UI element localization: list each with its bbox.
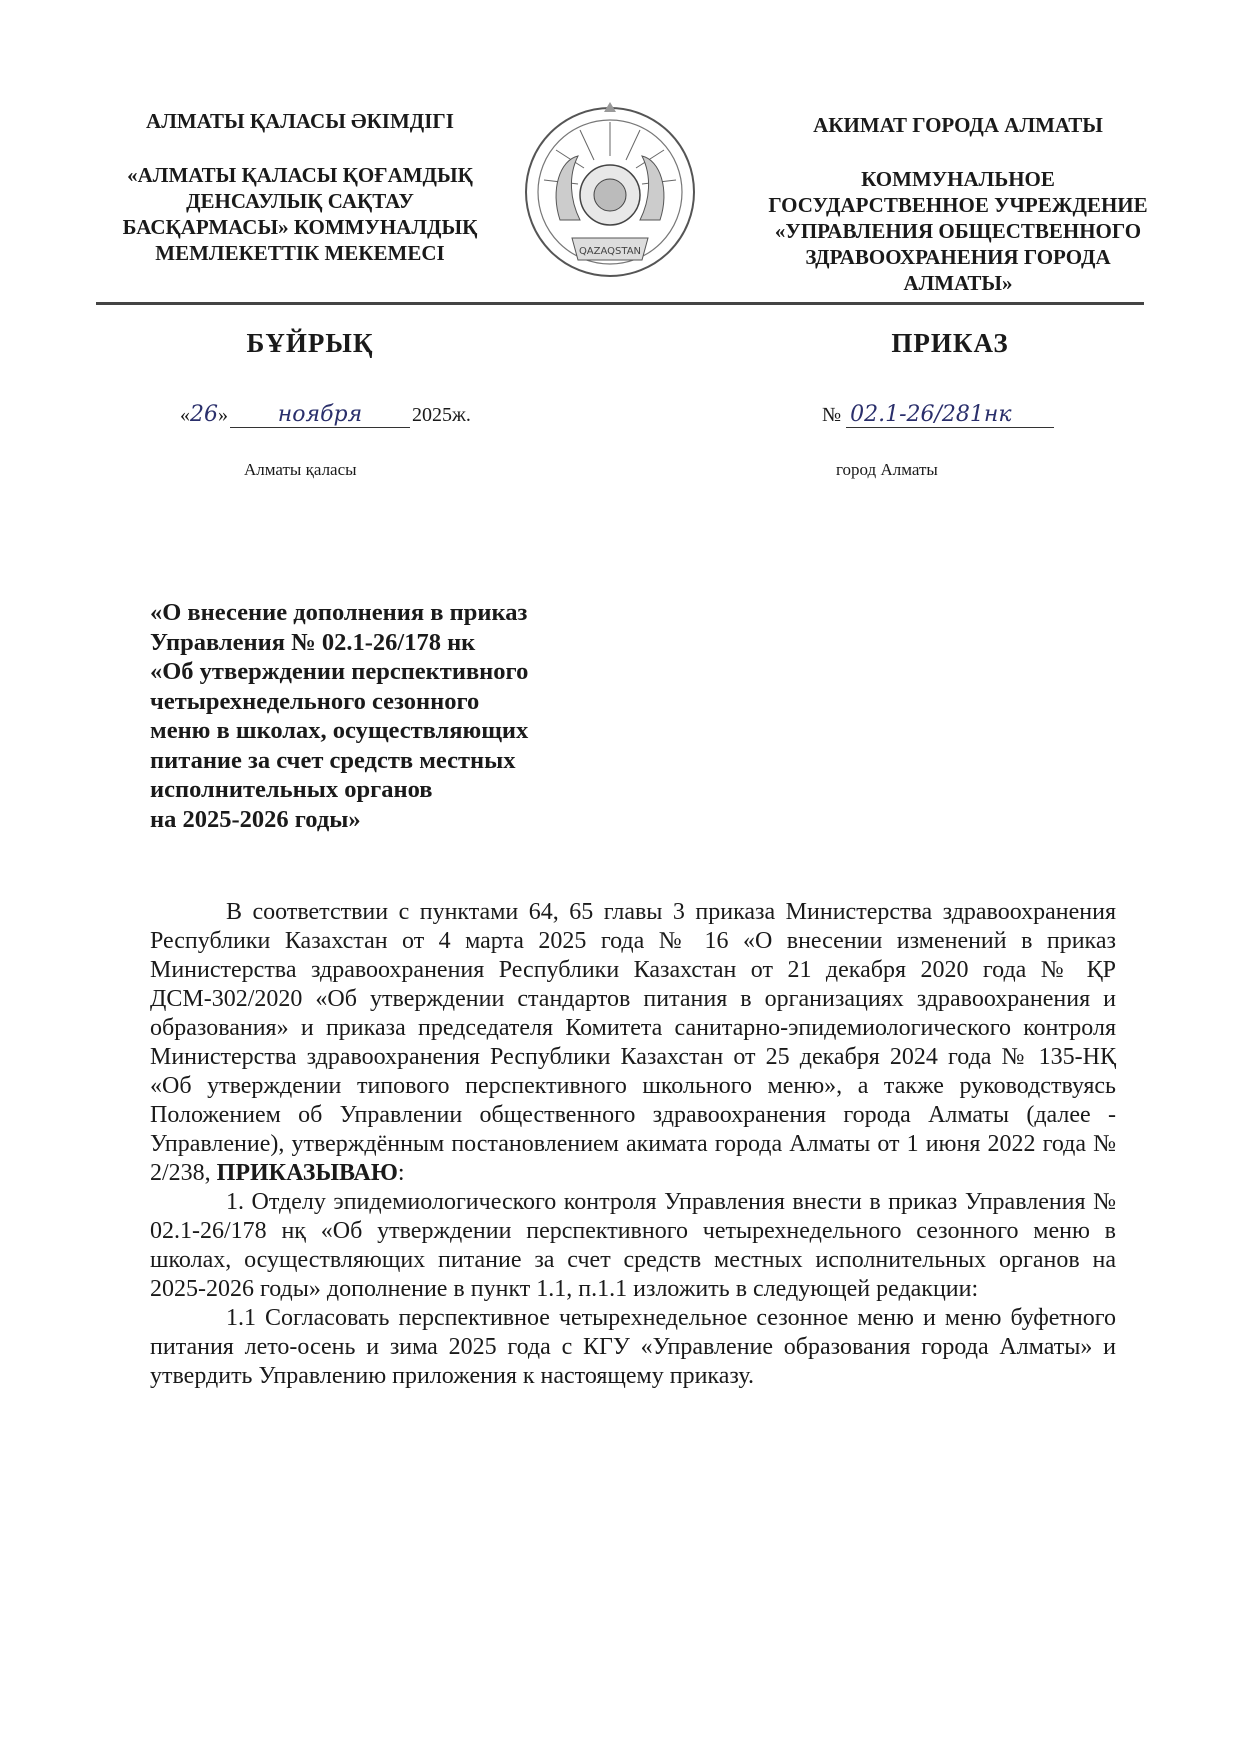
date-month: ноября <box>277 402 363 427</box>
left-organization-name <box>100 162 500 266</box>
order-date <box>180 402 471 428</box>
right-org-line: КОММУНАЛЬНОЕ <box>861 167 1055 191</box>
order-word: ПРИКАЗЫВАЮ <box>216 1160 398 1186</box>
title-line: питание за счет средств местных <box>150 746 516 774</box>
right-org-line: ГОСУДАРСТВЕННОЕ УЧРЕЖДЕНИЕ <box>768 193 1148 217</box>
title-line: меню в школах, осуществляющих <box>150 717 529 744</box>
right-org-line: ЗДРАВООХРАНЕНИЯ ГОРОДА <box>805 245 1111 269</box>
state-emblem-icon <box>520 100 700 290</box>
title-line: Управления № 02.1-26/178 нк <box>150 628 476 656</box>
right-org-line: АЛМАТЫ» <box>903 271 1013 295</box>
left-org-line: БАСҚАРМАСЫ» КОММУНАЛДЫҚ <box>122 215 478 239</box>
title-line: «О внесение дополнения в приказ <box>150 599 528 626</box>
item-1-1-paragraph: 1.1 Согласовать перспективное четырехнедельное сезонное меню и меню буфетного питания лето-осень и зима 2025 года с КГУ «Управление образования города Алматы» и утвердить Управлению приложения к настоящему приказу. <box>150 1305 1116 1389</box>
preamble-paragraph <box>150 898 1116 1188</box>
left-org-line: МЕМЛЕКЕТТІК МЕКЕМЕСІ <box>155 241 445 265</box>
svg-text:QAZAQSTAN: QAZAQSTAN <box>578 246 642 257</box>
city-kz: Алматы қаласы <box>244 460 357 479</box>
header-left-block <box>100 108 500 266</box>
number-prefix: № <box>822 404 842 426</box>
order-body <box>150 898 1116 1391</box>
left-org-line: «АЛМАТЫ ҚАЛАСЫ ҚОҒАМДЫҚ <box>127 163 473 187</box>
title-line: исполнительных органов <box>150 776 433 803</box>
order-title <box>150 598 630 834</box>
header-right-block <box>748 112 1168 296</box>
title-line: четырехнедельного сезонного <box>150 687 480 715</box>
header-divider <box>96 302 1144 305</box>
order-colon: : <box>397 1160 405 1186</box>
number-value: 02.1-26/281нк <box>846 402 1054 428</box>
date-day: 26 <box>190 402 218 427</box>
right-organization-name <box>748 166 1168 296</box>
doc-type-kz: БҰЙРЫҚ <box>246 328 374 358</box>
item-1-paragraph: 1. Отделу эпидемиологического контроля Управления внести в приказ Управления № 02.1-26/178 нқ «Об утверждении перспективного четырехнедельного сезонного меню в школах, осуществляющих питание за счет средств местных исполнительных органов на 2025-2026 годы» дополнение в пункт 1.1, п.1.1 изложить в следующей редакции: <box>150 1189 1116 1302</box>
date-year: 2025ж. <box>412 404 471 426</box>
order-number <box>822 402 1054 428</box>
preamble-text: В соответствии с пунктами 64, 65 главы 3 приказа Министерства здравоохранения Республики Казахстан от 4 марта 2025 года № 16 «О внесении изменений в приказ Министерства здравоохранения Республики Казахстан от 21 декабря 2020 года № ҚР ДСМ-302/2020 «Об утверждении стандартов питания в организациях здравоохранения и образования» и приказа председателя Комитета санитарно-эпидемиологического контроля Министерства здравоохранения Республики Казахстан от 25 декабря 2024 года № 135-НҚ «Об утверждении типового перспективного школьного меню», а также руководствуясь Положением об Управлении общественного здравоохранения города Алматы (далее - Управление), утверждённым постановлением акимата города Алматы от 1 июня 2022 года № 2/238, <box>150 899 1116 1186</box>
left-org-line: ДЕНСАУЛЫҚ САҚТАУ <box>186 189 414 213</box>
left-akimat-name: АЛМАТЫ ҚАЛАСЫ ӘКІМДІГІ <box>146 109 454 133</box>
right-akimat-name: АКИМАТ ГОРОДА АЛМАТЫ <box>813 113 1103 137</box>
title-line: на 2025-2026 годы» <box>150 805 361 833</box>
right-org-line: «УПРАВЛЕНИЯ ОБЩЕСТВЕННОГО <box>774 219 1142 243</box>
doc-type-ru: ПРИКАЗ <box>891 328 1009 358</box>
title-line: «Об утверждении перспективного <box>150 658 529 685</box>
city-ru: город Алматы <box>836 460 938 479</box>
date-quote: » <box>218 404 228 426</box>
date-quote: « <box>180 404 190 426</box>
